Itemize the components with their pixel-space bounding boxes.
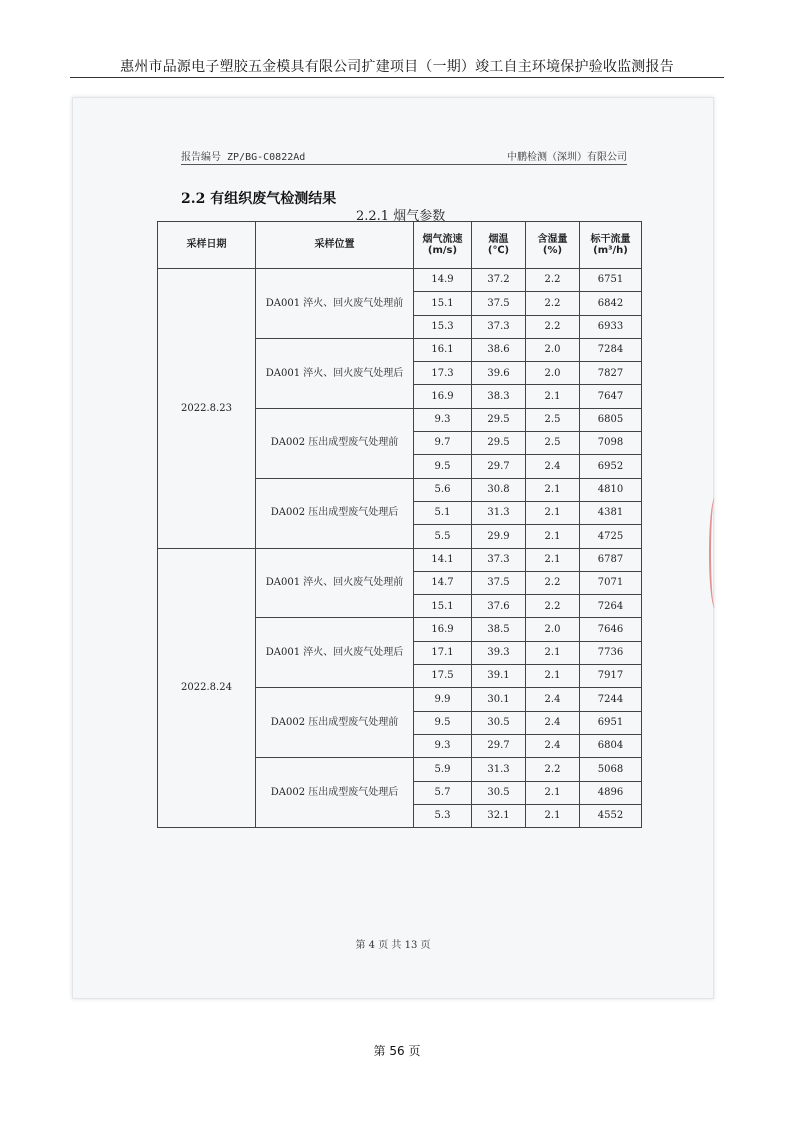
velocity-cell: 9.3 (414, 408, 472, 431)
temperature-cell: 29.7 (472, 734, 526, 757)
velocity-cell: 15.1 (414, 595, 472, 618)
flue-gas-table (157, 221, 642, 828)
velocity-cell: 5.5 (414, 525, 472, 548)
flow-cell: 6804 (580, 734, 642, 757)
flow-cell: 4896 (580, 781, 642, 804)
temperature-cell: 38.3 (472, 385, 526, 408)
moisture-cell: 2.2 (526, 315, 580, 338)
temperature-cell: 30.5 (472, 711, 526, 734)
temperature-cell: 32.1 (472, 804, 526, 827)
header-date: 采样日期 (158, 222, 256, 269)
flow-cell: 6751 (580, 269, 642, 292)
table-row (158, 269, 642, 292)
header-moisture: 含湿量 (%) (526, 222, 580, 269)
flow-cell: 5068 (580, 758, 642, 781)
header-rule (70, 77, 724, 78)
sampling-location: DA002 压出成型废气处理前 (256, 688, 414, 758)
moisture-cell: 2.2 (526, 758, 580, 781)
flow-cell: 6951 (580, 711, 642, 734)
temperature-cell: 29.9 (472, 525, 526, 548)
flow-cell: 4810 (580, 478, 642, 501)
flow-cell: 7827 (580, 362, 642, 385)
flow-cell: 6933 (580, 315, 642, 338)
moisture-cell: 2.1 (526, 548, 580, 571)
velocity-cell: 17.5 (414, 665, 472, 688)
velocity-cell: 17.3 (414, 362, 472, 385)
temperature-cell: 30.5 (472, 781, 526, 804)
temperature-cell: 29.5 (472, 432, 526, 455)
velocity-cell: 9.5 (414, 455, 472, 478)
header-flow: 标干流量 (m³/h) (580, 222, 642, 269)
temperature-cell: 31.3 (472, 501, 526, 524)
temperature-cell: 37.3 (472, 315, 526, 338)
temperature-cell: 37.5 (472, 292, 526, 315)
temperature-cell: 29.7 (472, 455, 526, 478)
flow-cell: 7071 (580, 571, 642, 594)
temperature-cell: 38.6 (472, 338, 526, 361)
sampling-location: DA001 淬火、回火废气处理前 (256, 548, 414, 618)
flow-cell: 4552 (580, 804, 642, 827)
flow-cell: 7647 (580, 385, 642, 408)
section-title: 2.2 有组织废气检测结果 (181, 191, 337, 207)
velocity-cell: 5.3 (414, 804, 472, 827)
header-location: 采样位置 (256, 222, 414, 269)
moisture-cell: 2.5 (526, 408, 580, 431)
table-body (158, 269, 642, 828)
velocity-cell: 16.9 (414, 618, 472, 641)
velocity-cell: 5.7 (414, 781, 472, 804)
velocity-cell: 5.6 (414, 478, 472, 501)
moisture-cell: 2.0 (526, 338, 580, 361)
velocity-cell: 9.5 (414, 711, 472, 734)
velocity-cell: 15.3 (414, 315, 472, 338)
inner-page-number: 第 4 页 共 13 页 (355, 940, 431, 951)
flow-cell: 7917 (580, 665, 642, 688)
sampling-location: DA002 压出成型废气处理后 (256, 758, 414, 828)
moisture-cell: 2.0 (526, 362, 580, 385)
sampling-date: 2022.8.23 (158, 269, 256, 549)
stamp-mark (709, 498, 721, 608)
flow-cell: 7646 (580, 618, 642, 641)
sampling-location: DA002 压出成型废气处理后 (256, 478, 414, 548)
subsection-title: 2.2.1 烟气参数 (356, 209, 446, 224)
flow-cell: 6842 (580, 292, 642, 315)
temperature-cell: 39.6 (472, 362, 526, 385)
moisture-cell: 2.4 (526, 734, 580, 757)
moisture-cell: 2.2 (526, 292, 580, 315)
header-velocity: 烟气流速 (m/s) (414, 222, 472, 269)
flow-cell: 7098 (580, 432, 642, 455)
sampling-location: DA001 淬火、回火废气处理后 (256, 618, 414, 688)
velocity-cell: 9.3 (414, 734, 472, 757)
flow-cell: 6805 (580, 408, 642, 431)
flow-cell: 7264 (580, 595, 642, 618)
moisture-cell: 2.4 (526, 711, 580, 734)
velocity-cell: 14.9 (414, 269, 472, 292)
flow-cell: 7736 (580, 641, 642, 664)
document-header: 惠州市品源电子塑胶五金模具有限公司扩建项目（一期）竣工自主环境保护验收监测报告 (120, 59, 674, 75)
moisture-cell: 2.1 (526, 781, 580, 804)
moisture-cell: 2.1 (526, 525, 580, 548)
moisture-cell: 2.2 (526, 571, 580, 594)
temperature-cell: 37.3 (472, 548, 526, 571)
flow-cell: 4381 (580, 501, 642, 524)
flow-cell: 6952 (580, 455, 642, 478)
velocity-cell: 14.7 (414, 571, 472, 594)
temperature-cell: 39.1 (472, 665, 526, 688)
flow-cell: 7284 (580, 338, 642, 361)
moisture-cell: 2.2 (526, 595, 580, 618)
velocity-cell: 16.9 (414, 385, 472, 408)
header-temp: 烟温 (℃) (472, 222, 526, 269)
velocity-cell: 14.1 (414, 548, 472, 571)
moisture-cell: 2.4 (526, 455, 580, 478)
temperature-cell: 37.2 (472, 269, 526, 292)
temperature-cell: 38.5 (472, 618, 526, 641)
velocity-cell: 9.7 (414, 432, 472, 455)
temperature-cell: 31.3 (472, 758, 526, 781)
page-number: 第 56 页 (373, 1044, 421, 1058)
moisture-cell: 2.1 (526, 478, 580, 501)
temperature-cell: 37.6 (472, 595, 526, 618)
scanned-page (72, 97, 714, 999)
velocity-cell: 16.1 (414, 338, 472, 361)
sampling-location: DA002 压出成型废气处理前 (256, 408, 414, 478)
temperature-cell: 30.8 (472, 478, 526, 501)
temperature-cell: 39.3 (472, 641, 526, 664)
velocity-cell: 5.1 (414, 501, 472, 524)
moisture-cell: 2.1 (526, 641, 580, 664)
report-number: 报告编号 ZP/BG-C0822Ad (181, 152, 306, 163)
moisture-cell: 2.1 (526, 385, 580, 408)
temperature-cell: 37.5 (472, 571, 526, 594)
moisture-cell: 2.2 (526, 269, 580, 292)
flow-cell: 4725 (580, 525, 642, 548)
temperature-cell: 30.1 (472, 688, 526, 711)
velocity-cell: 17.1 (414, 641, 472, 664)
flow-cell: 7244 (580, 688, 642, 711)
sampling-location: DA001 淬火、回火废气处理后 (256, 338, 414, 408)
velocity-cell: 15.1 (414, 292, 472, 315)
moisture-cell: 2.1 (526, 804, 580, 827)
moisture-cell: 2.1 (526, 665, 580, 688)
moisture-cell: 2.0 (526, 618, 580, 641)
sampling-location: DA001 淬火、回火废气处理前 (256, 269, 414, 339)
moisture-cell: 2.4 (526, 688, 580, 711)
moisture-cell: 2.1 (526, 501, 580, 524)
flow-cell: 6787 (580, 548, 642, 571)
velocity-cell: 5.9 (414, 758, 472, 781)
moisture-cell: 2.5 (526, 432, 580, 455)
temperature-cell: 29.5 (472, 408, 526, 431)
table-row (158, 548, 642, 571)
scan-top-bar (181, 146, 627, 165)
velocity-cell: 9.9 (414, 688, 472, 711)
table-header-row (158, 222, 642, 269)
company-name: 中鹏检测（深圳）有限公司 (507, 152, 627, 163)
sampling-date: 2022.8.24 (158, 548, 256, 828)
